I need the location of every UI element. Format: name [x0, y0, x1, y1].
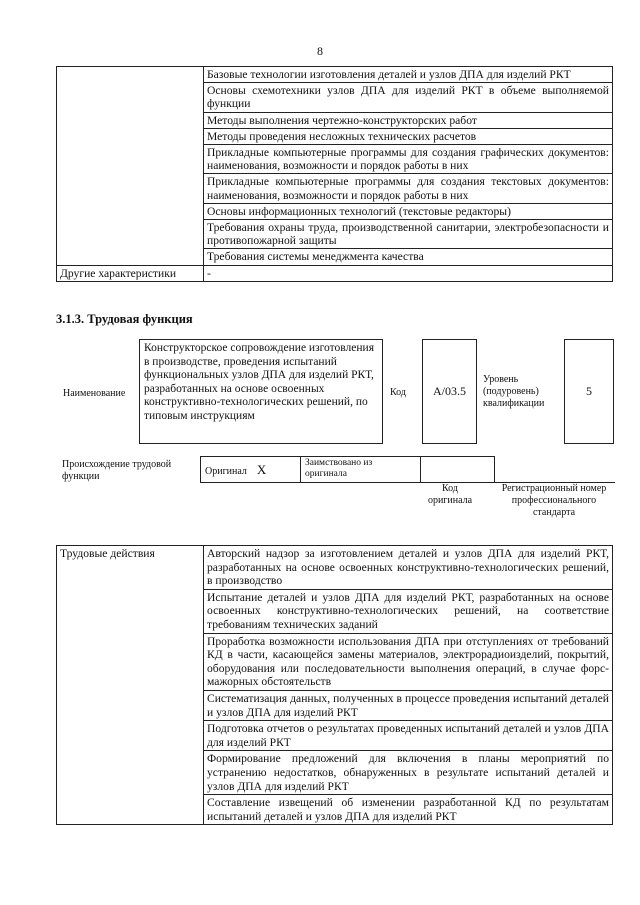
labor-action-item: Формирование предложений для включения в планы мероприятий по устранению недостатков, обнаруженных в результате испытаний деталей и узлов ДПА для изделий РКТ — [204, 751, 613, 795]
origin-label: Происхождение трудовой функции — [62, 459, 172, 482]
table-cell: Методы проведения несложных технических расчетов — [204, 128, 613, 144]
table-cell: Основы схемотехники узлов ДПА для изделий РКТ в объеме выполняемой функции — [204, 83, 613, 112]
section-title: 3.1.3. Трудовая функция — [56, 312, 193, 326]
table-row — [57, 265, 613, 281]
labor-action-item: Испытание деталей и узлов ДПА для изделий РКТ, разработанных на основе освоенных конструктивно-технологических решений, на соответствие требованиям технических заданий — [204, 589, 613, 633]
level-label-line: Уровень — [483, 374, 519, 385]
table-row — [57, 546, 613, 590]
table-cell: Прикладные компьютерные программы для создания текстовых документов: наименования, возможности и порядок работы в них — [204, 174, 613, 203]
labor-action-item: Составление извещений об изменении разработанной КД по результатам испытаний деталей и узлов ДПА для изделий РКТ — [204, 795, 613, 825]
table-cell: Требования системы менеджмента качества — [204, 249, 613, 265]
code-label: Код — [390, 387, 406, 398]
labor-actions-label: Трудовые действия — [57, 546, 204, 825]
labor-action-item: Проработка возможности использования ДПА при отступлениях от требований КД в части, касающейся замены материалов, электрорадиоизделий, покрытий, оборудования или последовательности выполнения операций, в случае форс-мажорных обстоятельств — [204, 633, 613, 690]
table-row — [201, 457, 615, 483]
borrowed-cell: Заимствовано из оригинала — [301, 457, 421, 483]
table-cell: Основы информационных технологий (текстовые редакторы) — [204, 203, 613, 219]
origin-table — [200, 456, 615, 483]
original-mark: X — [256, 461, 267, 477]
labor-action-item: Авторский надзор за изготовлением деталей и узлов ДПА для изделий РКТ, разработанных на основе освоенных конструктивно-технологических решений, в производство — [204, 546, 613, 590]
table-cell: Методы выполнения чертежно-конструкторских работ — [204, 112, 613, 128]
labor-actions-table — [56, 545, 613, 825]
original-code-cell — [421, 457, 495, 483]
registration-number-caption: Регистрационный номер профессионального стандарта — [501, 483, 607, 518]
other-characteristics-label: Другие характеристики — [57, 265, 204, 281]
registration-number-cell — [495, 457, 615, 483]
function-name-box: Конструкторское сопровождение изготовления в производстве, проведения испытаний функциональных узлов ДПА для изделий РКТ, разработанных на основе освоенных конструктивно-технологических решений, по типовым инструкциям — [139, 339, 383, 444]
level-label-line: квалификации — [483, 398, 545, 409]
table-cell: Требования охраны труда, производственной санитарии, электробезопасности и противопожарной защиты — [204, 220, 613, 249]
table-row — [57, 67, 613, 83]
name-label: Наименование — [63, 388, 126, 399]
original-code-caption — [420, 483, 480, 507]
page-number: 8 — [317, 44, 323, 58]
code-value: А/03.5 — [433, 384, 466, 398]
caption-line: Код — [442, 483, 458, 494]
table-cell: Прикладные компьютерные программы для создания графических документов: наименования, возможности и порядок работы в них — [204, 145, 613, 174]
original-cell — [201, 457, 301, 483]
original-label: Оригинал — [205, 465, 247, 477]
table-cell-label — [57, 67, 204, 266]
code-value-box — [422, 339, 477, 444]
knowledge-table — [56, 66, 613, 282]
level-value-box — [564, 339, 614, 444]
caption-line: оригинала — [427, 495, 473, 506]
level-label-line: (подуровень) — [483, 386, 539, 397]
other-characteristics-value: - — [204, 265, 613, 281]
table-cell: Базовые технологии изготовления деталей и узлов ДПА для изделий РКТ — [204, 67, 613, 83]
level-label — [483, 374, 544, 410]
labor-action-item: Подготовка отчетов о результатах проведенных испытаний деталей и узлов ДПА для изделий РКТ — [204, 721, 613, 751]
level-value: 5 — [586, 384, 592, 398]
labor-action-item: Систематизация данных, полученных в процессе проведения испытаний деталей и узлов ДПА для изделий РКТ — [204, 690, 613, 720]
